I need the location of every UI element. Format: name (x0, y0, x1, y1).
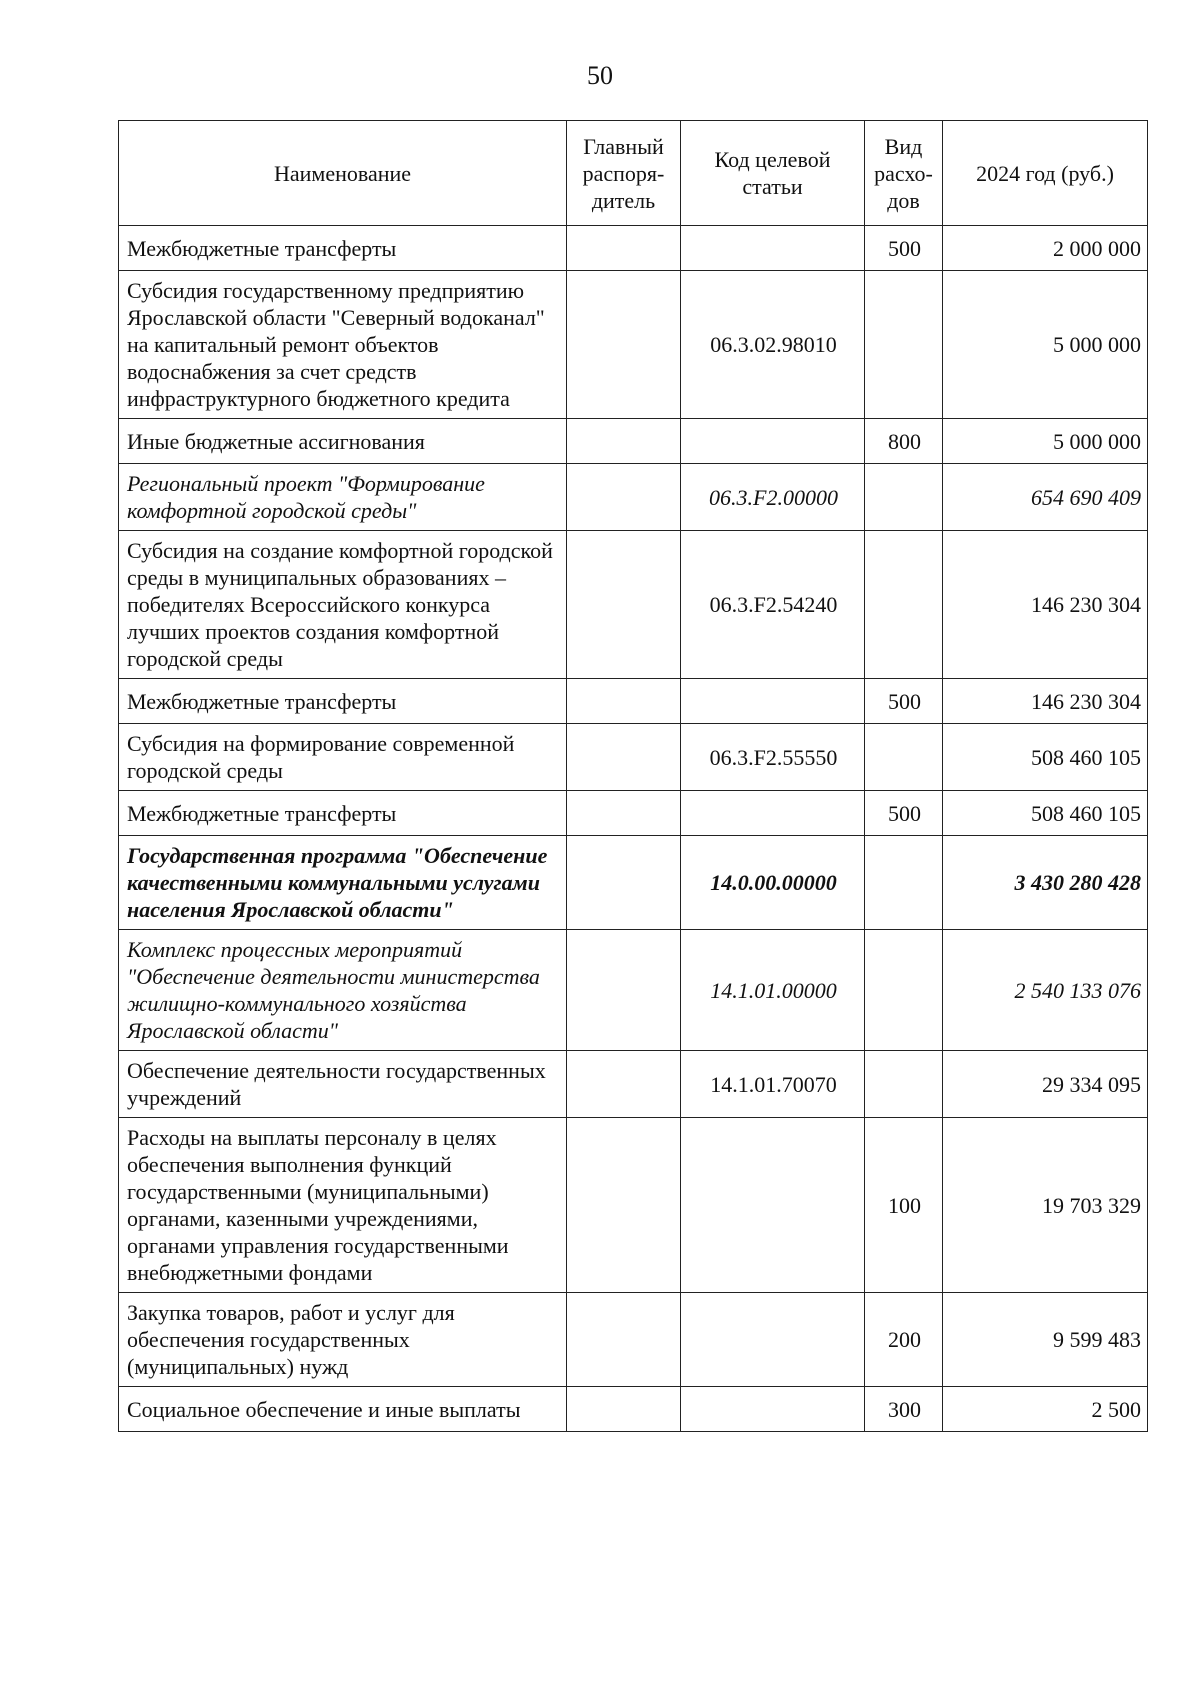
row-amount: 508 460 105 (943, 724, 1148, 791)
row-distributor (567, 836, 681, 930)
row-name: Иные бюджетные ассигнования (119, 419, 567, 464)
row-distributor (567, 226, 681, 271)
row-distributor (567, 1051, 681, 1118)
row-name: Субсидия на формирование современной городской среды (119, 724, 567, 791)
header-expense-type: Вид расхо-дов (865, 121, 943, 226)
row-distributor (567, 679, 681, 724)
row-distributor (567, 464, 681, 531)
row-expense-type (865, 531, 943, 679)
row-name: Межбюджетные трансферты (119, 226, 567, 271)
row-expense-type: 500 (865, 679, 943, 724)
row-distributor (567, 930, 681, 1051)
row-amount: 5 000 000 (943, 419, 1148, 464)
row-expense-type: 500 (865, 226, 943, 271)
row-distributor (567, 1293, 681, 1387)
table-row (119, 791, 1148, 836)
table-row (119, 1118, 1148, 1293)
header-row (119, 121, 1148, 226)
row-name: Комплекс процессных мероприятий "Обеспечение деятельности министерства жилищно-коммунального хозяйства Ярославской области" (119, 930, 567, 1051)
row-expense-type (865, 836, 943, 930)
row-amount: 2 500 (943, 1387, 1148, 1432)
row-expense-type (865, 1051, 943, 1118)
row-name: Государственная программа "Обеспечение качественными коммунальными услугами населения Ярославской области" (119, 836, 567, 930)
row-expense-type: 100 (865, 1118, 943, 1293)
page-number: 50 (587, 61, 613, 90)
row-amount: 2 000 000 (943, 226, 1148, 271)
row-distributor (567, 791, 681, 836)
row-code (681, 1293, 865, 1387)
row-code: 06.3.F2.55550 (681, 724, 865, 791)
row-amount: 508 460 105 (943, 791, 1148, 836)
row-distributor (567, 271, 681, 419)
table-row (119, 1051, 1148, 1118)
row-name: Закупка товаров, работ и услуг для обеспечения государственных (муниципальных) нужд (119, 1293, 567, 1387)
row-code (681, 226, 865, 271)
row-code (681, 679, 865, 724)
table-body (119, 226, 1148, 1432)
row-name: Межбюджетные трансферты (119, 791, 567, 836)
row-expense-type (865, 724, 943, 791)
row-amount: 146 230 304 (943, 531, 1148, 679)
table-row (119, 930, 1148, 1051)
table-row (119, 1387, 1148, 1432)
header-name: Наименование (119, 121, 567, 226)
table-row (119, 226, 1148, 271)
table-row (119, 836, 1148, 930)
table-row (119, 531, 1148, 679)
row-expense-type: 500 (865, 791, 943, 836)
row-distributor (567, 1387, 681, 1432)
table-row (119, 419, 1148, 464)
row-code (681, 419, 865, 464)
table-row (119, 1293, 1148, 1387)
header-code: Код целевой статьи (681, 121, 865, 226)
table-row (119, 271, 1148, 419)
row-amount: 3 430 280 428 (943, 836, 1148, 930)
row-amount: 29 334 095 (943, 1051, 1148, 1118)
row-distributor (567, 1118, 681, 1293)
row-amount: 9 599 483 (943, 1293, 1148, 1387)
row-expense-type (865, 464, 943, 531)
table-row (119, 724, 1148, 791)
row-distributor (567, 531, 681, 679)
row-code: 06.3.02.98010 (681, 271, 865, 419)
row-name: Субсидия государственному предприятию Ярославской области "Северный водоканал" на капитальный ремонт объектов водоснабжения за счет средств инфраструктурного бюджетного кредита (119, 271, 567, 419)
table-row (119, 464, 1148, 531)
budget-table (118, 120, 1148, 1432)
row-name: Субсидия на создание комфортной городской среды в муниципальных образованиях – победителях Всероссийского конкурса лучших проектов создания комфортной городской среды (119, 531, 567, 679)
row-code: 06.3.F2.00000 (681, 464, 865, 531)
row-expense-type: 300 (865, 1387, 943, 1432)
row-distributor (567, 419, 681, 464)
row-expense-type: 200 (865, 1293, 943, 1387)
row-name: Расходы на выплаты персоналу в целях обеспечения выполнения функций государственными (муниципальными) органами, казенными учреждениями, органами управления государственными внебюджетными фондами (119, 1118, 567, 1293)
row-distributor (567, 724, 681, 791)
row-code: 14.0.00.00000 (681, 836, 865, 930)
row-code (681, 791, 865, 836)
row-name: Обеспечение деятельности государственных учреждений (119, 1051, 567, 1118)
row-amount: 2 540 133 076 (943, 930, 1148, 1051)
row-expense-type (865, 930, 943, 1051)
row-amount: 5 000 000 (943, 271, 1148, 419)
header-distributor: Главный распоря-дитель (567, 121, 681, 226)
row-expense-type: 800 (865, 419, 943, 464)
row-code (681, 1118, 865, 1293)
row-amount: 654 690 409 (943, 464, 1148, 531)
row-code: 14.1.01.00000 (681, 930, 865, 1051)
row-name: Межбюджетные трансферты (119, 679, 567, 724)
row-amount: 19 703 329 (943, 1118, 1148, 1293)
table-header (119, 121, 1148, 226)
header-amount: 2024 год (руб.) (943, 121, 1148, 226)
row-name: Социальное обеспечение и иные выплаты (119, 1387, 567, 1432)
row-code: 06.3.F2.54240 (681, 531, 865, 679)
table-row (119, 679, 1148, 724)
row-code: 14.1.01.70070 (681, 1051, 865, 1118)
row-code (681, 1387, 865, 1432)
row-expense-type (865, 271, 943, 419)
row-name: Региональный проект "Формирование комфортной городской среды" (119, 464, 567, 531)
row-amount: 146 230 304 (943, 679, 1148, 724)
